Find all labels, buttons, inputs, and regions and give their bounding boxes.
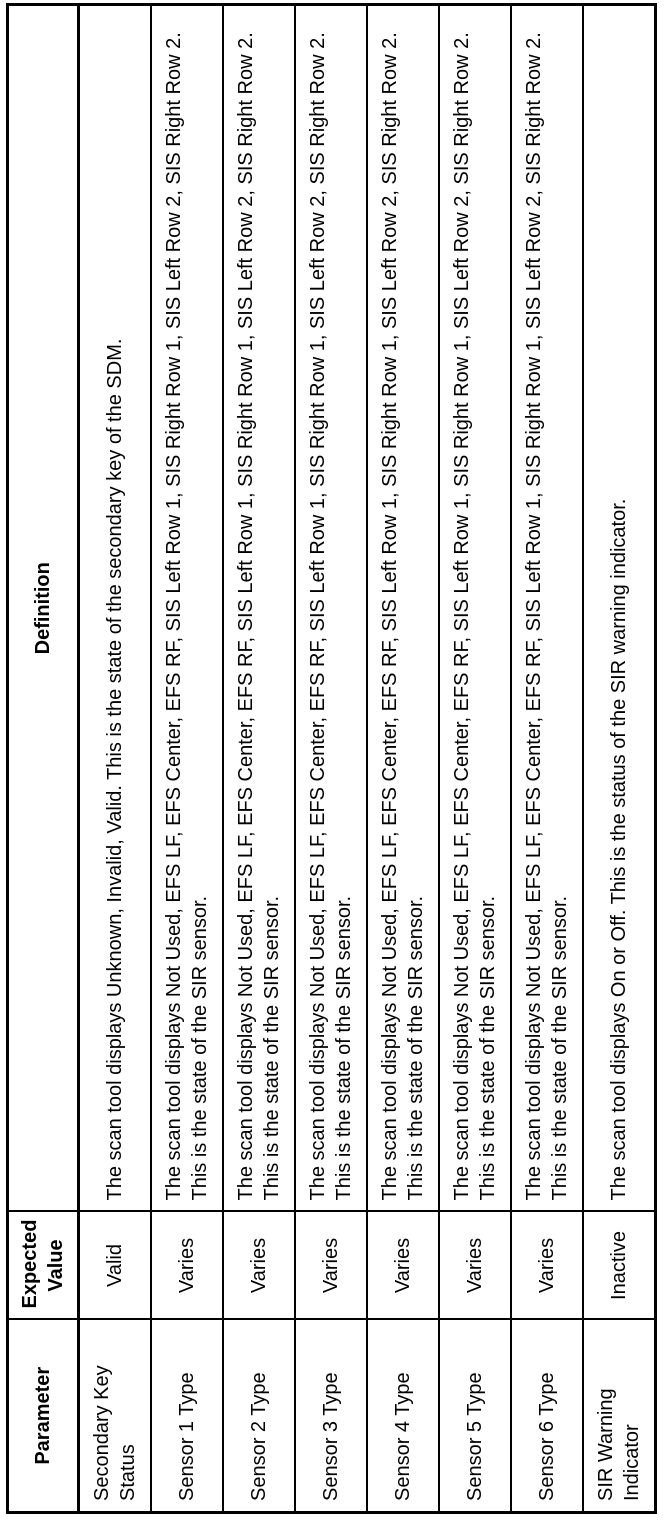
cell-parameter: SIR Warning Indicator [583, 1320, 656, 1513]
cell-definition: The scan tool displays On or Off. This is the status of the SIR warning indicator. [583, 5, 656, 1212]
rotated-table-wrapper [6, 6, 657, 1514]
cell-definition: The scan tool displays Not Used, EFS LF, EFS Center, EFS RF, SIS Left Row 1, SIS Right Row 1, SIS Left Row 2, SIS Right Row 2. This is the state of the SIR sensor. [367, 5, 439, 1212]
page-stage [6, 6, 657, 1514]
table-row [223, 5, 295, 1513]
cell-expected-value: Varies [439, 1212, 511, 1320]
table-header-row [8, 5, 79, 1513]
header-expected-value: Expected Value [8, 1212, 79, 1320]
table-row [79, 5, 152, 1513]
cell-parameter: Sensor 2 Type [223, 1320, 295, 1513]
cell-parameter: Sensor 5 Type [439, 1320, 511, 1513]
cell-parameter: Sensor 6 Type [511, 1320, 583, 1513]
cell-expected-value: Varies [151, 1212, 223, 1320]
cell-parameter: Secondary Key Status [79, 1320, 152, 1513]
cell-expected-value: Valid [79, 1212, 152, 1320]
table-row [583, 5, 656, 1513]
parameter-table [6, 3, 657, 1514]
cell-definition: The scan tool displays Not Used, EFS LF, EFS Center, EFS RF, SIS Left Row 1, SIS Right Row 1, SIS Left Row 2, SIS Right Row 2. This is the state of the SIR sensor. [511, 5, 583, 1212]
header-parameter: Parameter [8, 1320, 79, 1513]
cell-expected-value: Varies [511, 1212, 583, 1320]
cell-definition: The scan tool displays Not Used, EFS LF, EFS Center, EFS RF, SIS Left Row 1, SIS Right Row 1, SIS Left Row 2, SIS Right Row 2. This is the state of the SIR sensor. [151, 5, 223, 1212]
cell-expected-value: Varies [223, 1212, 295, 1320]
cell-definition: The scan tool displays Not Used, EFS LF, EFS Center, EFS RF, SIS Left Row 1, SIS Right Row 1, SIS Left Row 2, SIS Right Row 2. This is the state of the SIR sensor. [223, 5, 295, 1212]
cell-expected-value: Varies [295, 1212, 367, 1320]
table-row [151, 5, 223, 1513]
table-row [439, 5, 511, 1513]
cell-parameter: Sensor 1 Type [151, 1320, 223, 1513]
table-row [367, 5, 439, 1513]
cell-definition: The scan tool displays Not Used, EFS LF, EFS Center, EFS RF, SIS Left Row 1, SIS Right Row 1, SIS Left Row 2, SIS Right Row 2. This is the state of the SIR sensor. [295, 5, 367, 1212]
table-row [295, 5, 367, 1513]
table-row [511, 5, 583, 1513]
cell-definition: The scan tool displays Not Used, EFS LF, EFS Center, EFS RF, SIS Left Row 1, SIS Right Row 1, SIS Left Row 2, SIS Right Row 2. This is the state of the SIR sensor. [439, 5, 511, 1212]
cell-definition: The scan tool displays Unknown, Invalid, Valid. This is the state of the secondary key of the SDM. [79, 5, 152, 1212]
header-definition: Definition [8, 5, 79, 1212]
cell-parameter: Sensor 3 Type [295, 1320, 367, 1513]
cell-parameter: Sensor 4 Type [367, 1320, 439, 1513]
cell-expected-value: Varies [367, 1212, 439, 1320]
cell-expected-value: Inactive [583, 1212, 656, 1320]
